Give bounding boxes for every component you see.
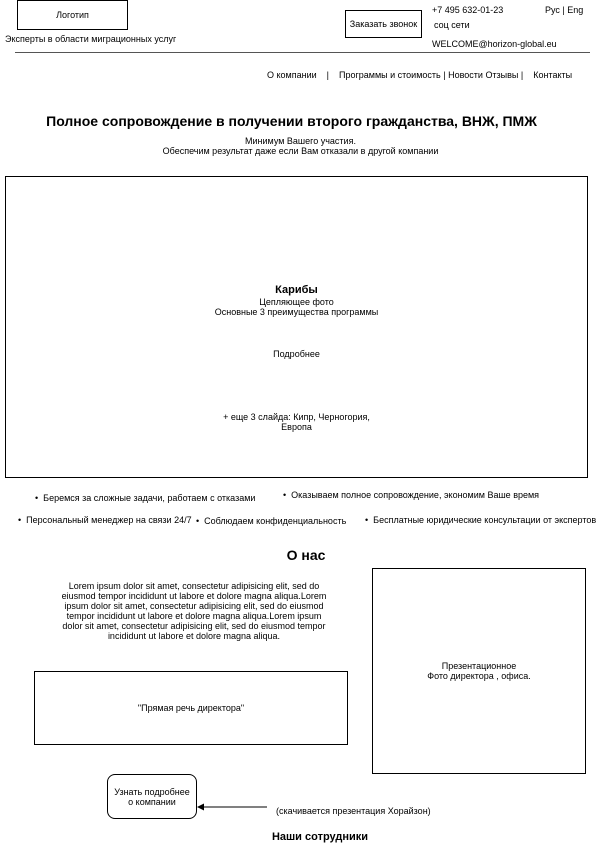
director-quote xyxy=(34,671,348,745)
tagline: Эксперты в области миграционных услуг xyxy=(5,34,177,44)
benefit-item: • Оказываем полное сопровождение, экономим Ваше время xyxy=(283,490,540,500)
slide-extra-1: + еще 3 слайда: Кипр, Черногория, xyxy=(223,412,370,422)
logo-label: Логотип xyxy=(56,10,89,20)
callback-label: Заказать звонок xyxy=(349,19,418,29)
benefit-item: • Соблюдаем конфиденциальность xyxy=(196,516,347,526)
nav-programs[interactable]: Программы и стоимость | xyxy=(339,70,446,80)
slide-advantages: Основные 3 преимущества программы xyxy=(214,307,379,317)
benefit-item: • Персональный менеджер на связи 24/7 xyxy=(18,515,192,525)
slide-more-link[interactable]: Подробнее xyxy=(273,349,320,359)
nav-contacts[interactable]: Контакты xyxy=(533,70,573,80)
photo-label-1: Презентационное xyxy=(441,661,517,671)
nav-news[interactable]: Новости xyxy=(448,70,483,80)
hero-title: Полное сопровождение в получении второго гражданства, ВНЖ, ПМЖ xyxy=(46,113,537,129)
phone[interactable]: +7 495 632-01-23 xyxy=(432,5,504,15)
slide-extra-2: Европа xyxy=(281,422,312,432)
nav-about[interactable]: О компании xyxy=(267,70,317,80)
social-links[interactable]: соц сети xyxy=(434,20,470,30)
about-text: Lorem ipsum dolor sit amet, consectetur adipisicing elit, sed do eiusmod tempor incididunt ut labore et dolore magna aliqua.Lorem ipsum dolor sit amet, consectetur adipisicing elit, sed do eiusmod tempor incididunt ut labore et dolore magna aliqua.Lorem ipsum dolor sit amet, consectetur adipisicing elit, sed do eiusmod tempor incididunt ut labore et dolore magna aliqua. xyxy=(61,581,327,641)
logo-placeholder[interactable] xyxy=(17,0,128,30)
benefit-item: • Бесплатные юридические консультации от экспертов xyxy=(365,515,597,525)
slide-title: Карибы xyxy=(275,284,318,296)
director-photo-placeholder xyxy=(372,568,586,774)
nav-separator: | xyxy=(326,70,329,80)
lang-ru[interactable]: Рус xyxy=(545,5,560,15)
photo-label-2: Фото директора , офиса. xyxy=(427,671,531,681)
benefit-item: • Беремся за сложные задачи, работаем с отказами xyxy=(35,493,256,503)
language-switcher xyxy=(545,5,583,15)
about-title: О нас xyxy=(286,547,326,563)
lang-en[interactable]: Eng xyxy=(567,5,584,15)
callback-button[interactable] xyxy=(345,10,422,38)
download-note: (скачивается презентация Хорайзон) xyxy=(276,806,431,816)
about-more-button[interactable] xyxy=(107,774,197,819)
hero-subtitle-1: Минимум Вашего участия. xyxy=(245,136,356,146)
email[interactable]: WELCOME@horizon-global.eu xyxy=(432,39,557,49)
main-nav xyxy=(267,70,572,80)
arrow-left-icon xyxy=(197,802,269,812)
slide-photo: Цепляющее фото xyxy=(259,297,334,307)
hero-subtitle-2: Обеспечим результат даже если Вам отказали в другой компании xyxy=(162,146,439,156)
nav-reviews[interactable]: Отзывы | xyxy=(485,70,524,80)
hero-slider[interactable] xyxy=(5,176,588,478)
lang-separator: | xyxy=(562,5,565,15)
about-more-label: Узнать подробнее о компании xyxy=(114,786,190,807)
quote-text: "Прямая речь директора" xyxy=(137,703,245,713)
header-divider xyxy=(15,52,590,53)
staff-title: Наши сотрудники xyxy=(271,831,369,843)
